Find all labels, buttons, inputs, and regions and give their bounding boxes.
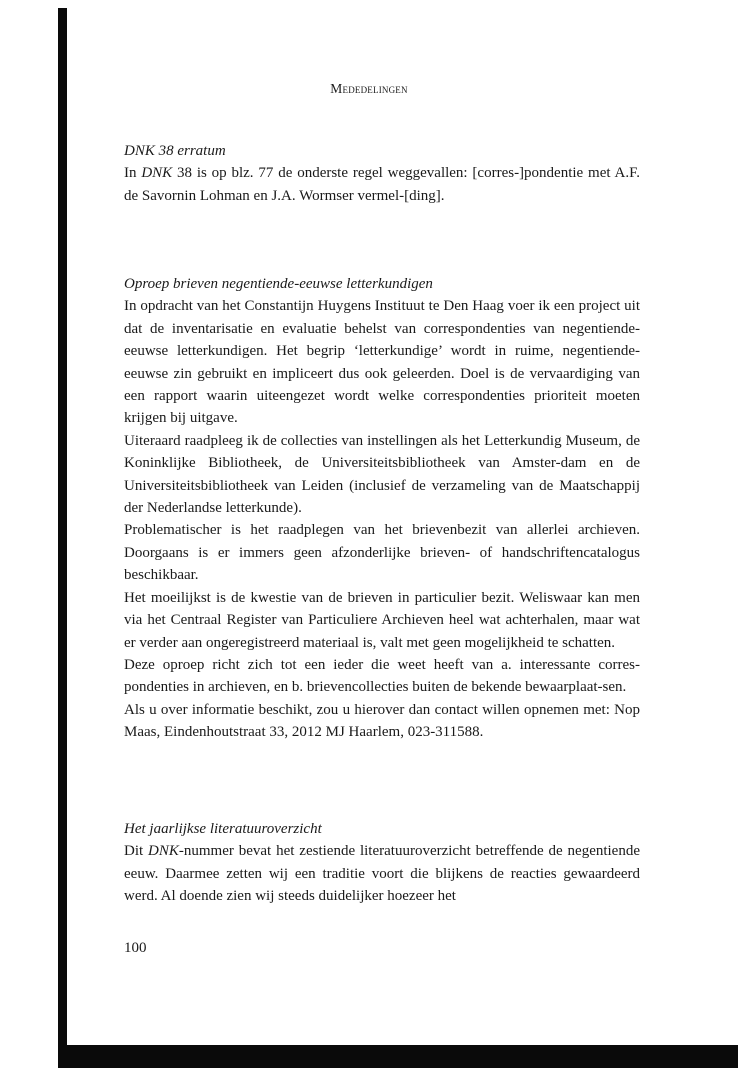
section-oproep: [124, 273, 640, 744]
paragraph-intro: Dit: [124, 843, 149, 860]
paragraph: Uiteraard raadpleeg ik de collecties van instellingen als het Letterkundig Museum, de Koninklijke Bibliotheek, de Universiteitsbibliotheek van Amster-dam en de Universiteitsbibliotheek van Leiden (inclusief de verzameling van de Maatschappij der Nederlandse letterkunde).: [124, 432, 640, 517]
paragraph: Als u over informatie beschikt, zou u hierover dan contact willen opnemen met: Nop Maas, Eindenhoutstraat 33, 2012 MJ Haarlem, 023-311588.: [124, 701, 640, 741]
paragraph: In opdracht van het Constantijn Huygens Instituut te Den Haag voer ik een project uit dat de inventarisatie en evaluatie behelst van correspondenties van negentiende-eeuwse letterkundigen. Het begrip ‘letterkundige’ wordt in ruime, negentiende-eeuwse zin gebruikt en impliceert dus ook geleerden. Doel is de vervaardiging van een rapport waarin uiteengezet wordt welke correspondenties prioriteit moeten krijgen bij uitgave.: [124, 298, 640, 427]
paragraph-rest: 38 is op blz. 77 de onderste regel weggevallen: [corres-]pondentie met A.F. de Savornin Lohman en J.A. Wormser vermel-[ding].: [124, 165, 640, 204]
section-literatuuroverzicht: [124, 818, 640, 908]
scan-border-bottom: [58, 1045, 738, 1068]
section-title: Oproep brieven negentiende-eeuwse letterkundigen: [124, 276, 433, 292]
paragraph: Problematischer is het raadplegen van het brievenbezit van allerlei archieven. Doorgaans is er immers geen afzonderlijke brieven- of handschriftencatalogus beschikbaar.: [124, 522, 640, 584]
running-head: Mededelingen: [330, 81, 408, 96]
paragraph: Het moeilijkst is de kwestie van de brieven in particulier bezit. Weliswaar kan men via het Centraal Register van Particuliere Archieven heel wat achterhalen, maar wat er verder aan ongeregistreerd materiaal is, valt met geen mogelijkheid te schatten.: [124, 589, 640, 651]
section-erratum: [124, 140, 640, 207]
paragraph: Deze oproep richt zich tot een ieder die weet heeft van a. interessante corres-pondenties in archieven, en b. brievencollecties buiten de bekende bewaarplaat-sen.: [124, 656, 640, 696]
scan-border-left: [58, 8, 67, 1068]
paragraph: [124, 840, 640, 907]
journal-abbreviation: DNK: [141, 165, 173, 182]
section-title: Het jaarlijkse literatuuroverzicht: [124, 821, 322, 837]
paragraph: [124, 162, 640, 207]
page-number: 100: [124, 940, 147, 956]
section-title: DNK 38 erratum: [124, 143, 226, 159]
paragraph-rest: -nummer bevat het zestiende literatuuroverzicht betreffende de negentiende eeuw. Daarmee zetten wij een traditie voort die blijkens de reacties gewaardeerd werd. Al doende zien wij steeds duidelijker hoezeer het: [124, 843, 640, 905]
journal-abbreviation: DNK: [148, 843, 179, 860]
paragraph-intro: In: [124, 165, 142, 182]
